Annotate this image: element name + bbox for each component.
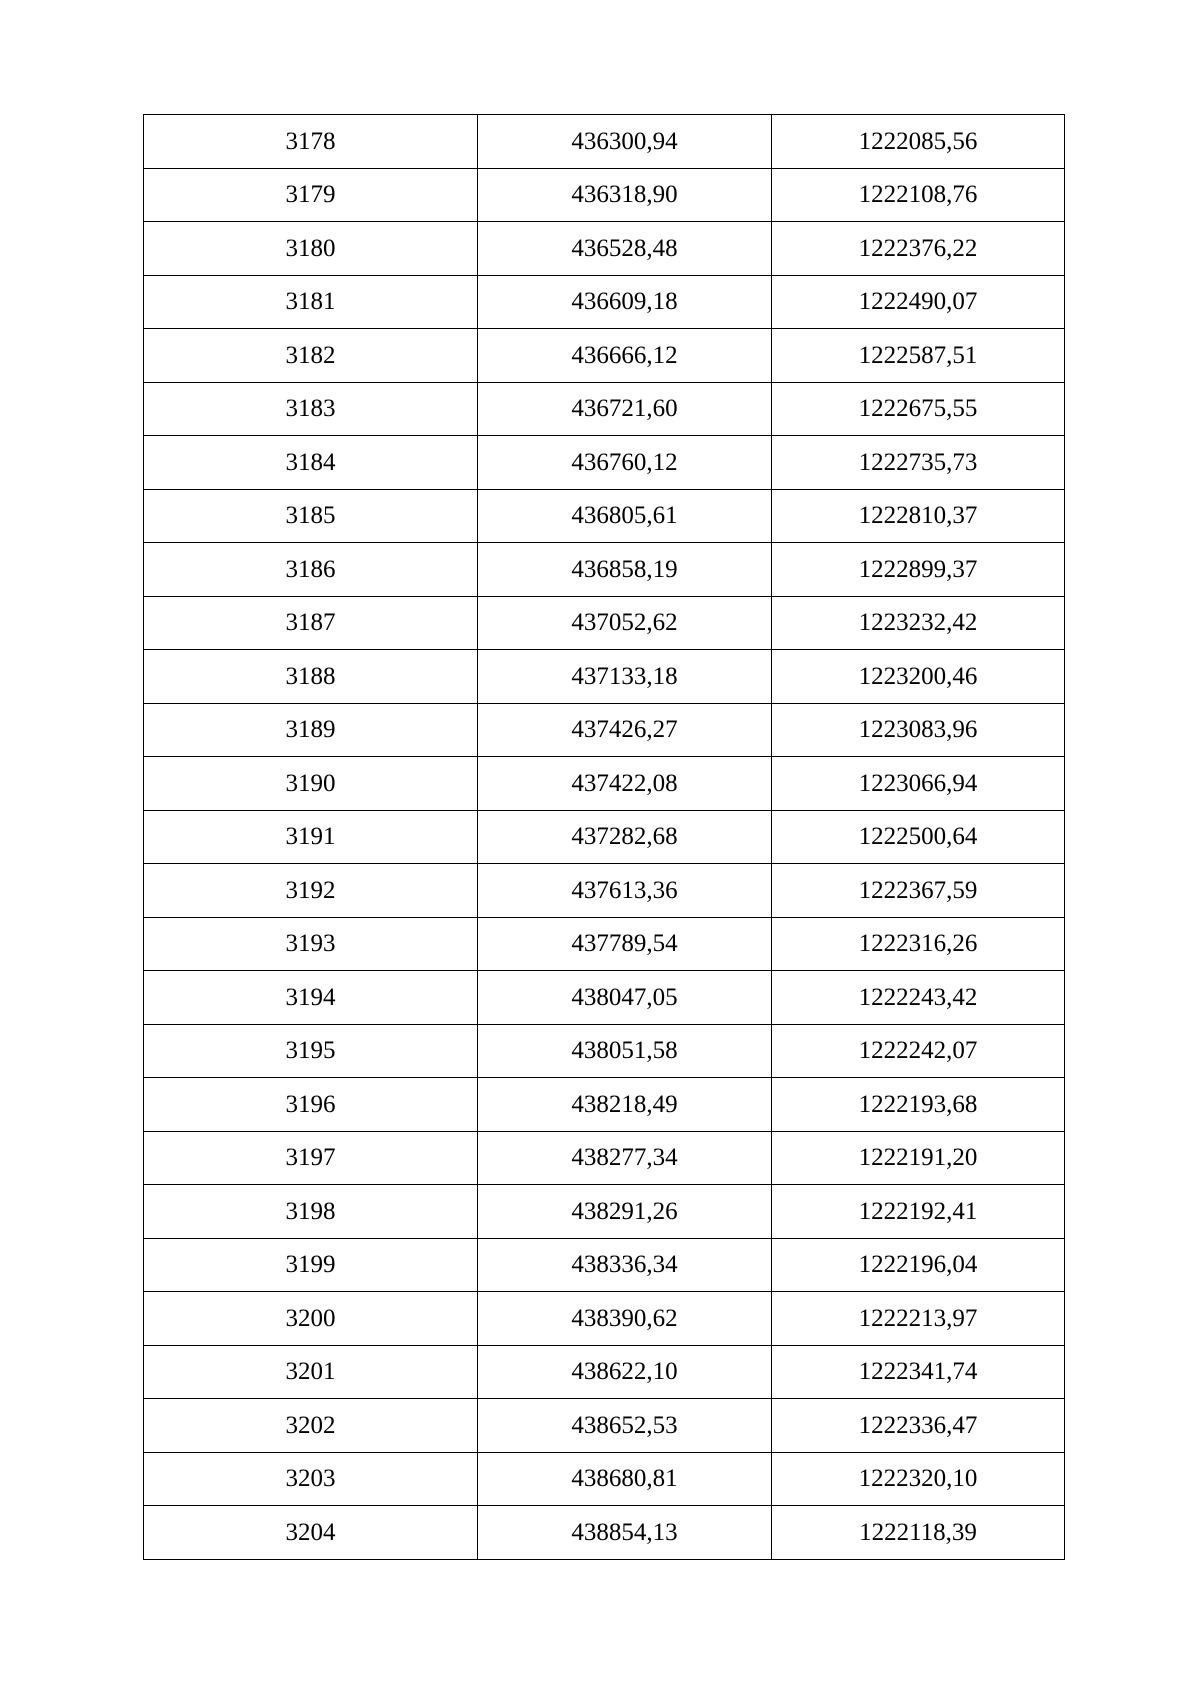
x-coordinate-cell: 437133,18 [478,650,772,704]
y-coordinate-cell: 1222367,59 [772,864,1065,918]
point-number-cell: 3196 [144,1078,478,1132]
y-coordinate-cell: 1222196,04 [772,1238,1065,1292]
point-number-cell: 3183 [144,382,478,436]
point-number-cell: 3192 [144,864,478,918]
coordinates-table-body [144,115,1065,1560]
y-coordinate-cell: 1222376,22 [772,222,1065,276]
y-coordinate-cell: 1222193,68 [772,1078,1065,1132]
point-number-cell: 3190 [144,757,478,811]
y-coordinate-cell: 1222675,55 [772,382,1065,436]
y-coordinate-cell: 1222242,07 [772,1024,1065,1078]
table-row [144,864,1065,918]
x-coordinate-cell: 437426,27 [478,703,772,757]
x-coordinate-cell: 436858,19 [478,543,772,597]
point-number-cell: 3178 [144,115,478,169]
y-coordinate-cell: 1222316,26 [772,917,1065,971]
point-number-cell: 3201 [144,1345,478,1399]
x-coordinate-cell: 437422,08 [478,757,772,811]
table-row [144,222,1065,276]
x-coordinate-cell: 438680,81 [478,1452,772,1506]
x-coordinate-cell: 438047,05 [478,971,772,1025]
table-row [144,810,1065,864]
y-coordinate-cell: 1222213,97 [772,1292,1065,1346]
x-coordinate-cell: 437282,68 [478,810,772,864]
y-coordinate-cell: 1222899,37 [772,543,1065,597]
point-number-cell: 3198 [144,1185,478,1239]
y-coordinate-cell: 1222108,76 [772,168,1065,222]
table-row [144,115,1065,169]
y-coordinate-cell: 1222336,47 [772,1399,1065,1453]
x-coordinate-cell: 438390,62 [478,1292,772,1346]
table-row [144,1506,1065,1560]
x-coordinate-cell: 436300,94 [478,115,772,169]
table-row [144,971,1065,1025]
table-row [144,489,1065,543]
y-coordinate-cell: 1222320,10 [772,1452,1065,1506]
point-number-cell: 3199 [144,1238,478,1292]
point-number-cell: 3180 [144,222,478,276]
table-row [144,1131,1065,1185]
point-number-cell: 3188 [144,650,478,704]
y-coordinate-cell: 1223232,42 [772,596,1065,650]
point-number-cell: 3181 [144,275,478,329]
y-coordinate-cell: 1222341,74 [772,1345,1065,1399]
point-number-cell: 3195 [144,1024,478,1078]
table-row [144,917,1065,971]
x-coordinate-cell: 438336,34 [478,1238,772,1292]
table-row [144,436,1065,490]
table-row [144,1078,1065,1132]
point-number-cell: 3204 [144,1506,478,1560]
y-coordinate-cell: 1223200,46 [772,650,1065,704]
table-row [144,543,1065,597]
table-row [144,1399,1065,1453]
x-coordinate-cell: 437052,62 [478,596,772,650]
table-row [144,1238,1065,1292]
table-row [144,757,1065,811]
table-row [144,703,1065,757]
x-coordinate-cell: 438051,58 [478,1024,772,1078]
table-row [144,1452,1065,1506]
y-coordinate-cell: 1222810,37 [772,489,1065,543]
table-row [144,1024,1065,1078]
x-coordinate-cell: 438854,13 [478,1506,772,1560]
point-number-cell: 3194 [144,971,478,1025]
x-coordinate-cell: 438291,26 [478,1185,772,1239]
coordinates-table [143,114,1065,1560]
x-coordinate-cell: 436528,48 [478,222,772,276]
y-coordinate-cell: 1222118,39 [772,1506,1065,1560]
y-coordinate-cell: 1222085,56 [772,115,1065,169]
point-number-cell: 3187 [144,596,478,650]
y-coordinate-cell: 1223066,94 [772,757,1065,811]
table-row [144,1345,1065,1399]
y-coordinate-cell: 1222243,42 [772,971,1065,1025]
point-number-cell: 3189 [144,703,478,757]
table-row [144,650,1065,704]
x-coordinate-cell: 436666,12 [478,329,772,383]
x-coordinate-cell: 437789,54 [478,917,772,971]
x-coordinate-cell: 436721,60 [478,382,772,436]
x-coordinate-cell: 436760,12 [478,436,772,490]
point-number-cell: 3179 [144,168,478,222]
table-row [144,329,1065,383]
x-coordinate-cell: 436318,90 [478,168,772,222]
y-coordinate-cell: 1222587,51 [772,329,1065,383]
x-coordinate-cell: 438652,53 [478,1399,772,1453]
table-row [144,168,1065,222]
table-row [144,275,1065,329]
x-coordinate-cell: 436805,61 [478,489,772,543]
table-row [144,596,1065,650]
point-number-cell: 3193 [144,917,478,971]
x-coordinate-cell: 438218,49 [478,1078,772,1132]
point-number-cell: 3203 [144,1452,478,1506]
point-number-cell: 3200 [144,1292,478,1346]
y-coordinate-cell: 1222192,41 [772,1185,1065,1239]
y-coordinate-cell: 1222735,73 [772,436,1065,490]
y-coordinate-cell: 1223083,96 [772,703,1065,757]
y-coordinate-cell: 1222500,64 [772,810,1065,864]
point-number-cell: 3197 [144,1131,478,1185]
point-number-cell: 3191 [144,810,478,864]
y-coordinate-cell: 1222490,07 [772,275,1065,329]
table-row [144,382,1065,436]
point-number-cell: 3202 [144,1399,478,1453]
point-number-cell: 3186 [144,543,478,597]
point-number-cell: 3182 [144,329,478,383]
x-coordinate-cell: 436609,18 [478,275,772,329]
table-row [144,1185,1065,1239]
point-number-cell: 3185 [144,489,478,543]
x-coordinate-cell: 437613,36 [478,864,772,918]
table-row [144,1292,1065,1346]
x-coordinate-cell: 438277,34 [478,1131,772,1185]
y-coordinate-cell: 1222191,20 [772,1131,1065,1185]
x-coordinate-cell: 438622,10 [478,1345,772,1399]
point-number-cell: 3184 [144,436,478,490]
